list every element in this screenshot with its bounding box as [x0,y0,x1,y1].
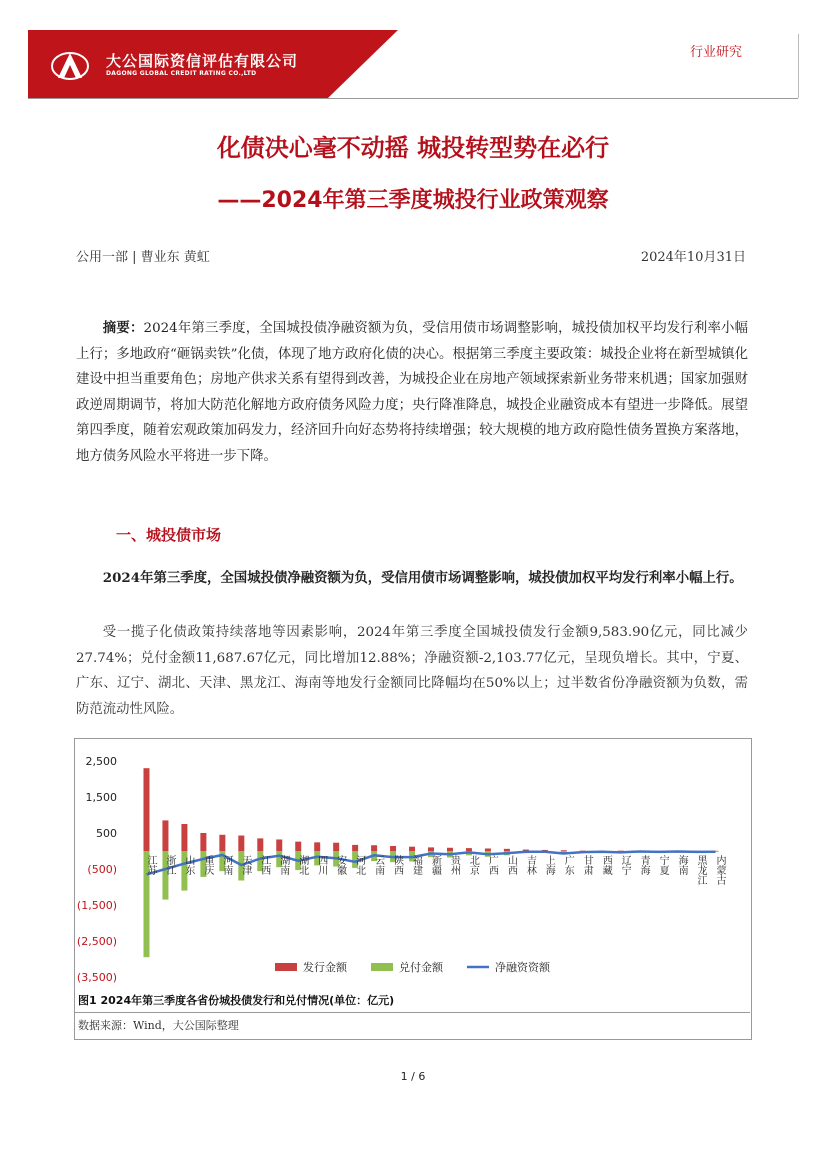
legend-swatch [275,963,297,971]
company-name-cn: 大公国际资信评估有限公司 [106,52,299,70]
bar-chart [75,739,751,991]
x-tick-label: 新疆 [429,855,441,875]
report-title: 化债决心毫不动摇 城投转型势在必行 [216,134,610,162]
x-tick-label: 青海 [638,855,650,875]
bar-issuance [352,845,358,851]
bar-issuance [295,842,301,851]
bar-issuance [447,848,453,851]
x-tick-label: 浙江 [163,855,175,875]
abstract [76,316,748,469]
header-rule [28,98,798,99]
x-tick-label: 福建 [410,855,422,875]
authors: 公用一部 | 曹业东 黄虹 [76,250,210,265]
x-tick-label: 宁夏 [657,855,669,875]
y-tick-label: 500 [96,827,117,840]
legend-label: 兑付金额 [399,961,443,974]
y-tick-label: (2,500) [76,935,117,948]
bar-issuance [371,845,377,851]
bar-issuance [314,842,320,851]
x-tick-label: 广西 [486,855,498,875]
x-tick-label: 内蒙古 [714,855,726,885]
y-tick-label: 1,500 [85,791,117,804]
x-tick-label: 西藏 [600,855,612,875]
section-body: 受一揽子化债政策持续落地等因素影响，2024年第三季度全国城投债发行金额9,583.90亿元，同比减少27.74%；兑付金额11,687.67亿元，同比增加12.88%；净融资额-2,103.77亿元，呈现负增长。其中，宁夏、广东、辽宁、湖北、天津、黑龙江、海南等地发行金额同比降幅均在50%以上；过半数省份净融资额为负数，需防范流动性风险。 [76,625,748,717]
x-tick-label: 辽宁 [619,855,631,875]
bar-issuance [333,843,339,851]
x-tick-label: 山西 [505,855,517,875]
y-tick-label: (3,500) [76,971,117,984]
x-tick-label: 陕西 [391,855,403,875]
x-tick-label: 四川 [315,855,327,875]
y-tick-label: 2,500 [85,755,117,768]
bar-issuance [428,847,434,851]
figure-source: 数据来源：Wind，大公国际整理 [78,1019,239,1032]
x-tick-label: 北京 [467,855,479,875]
bar-issuance [257,838,263,851]
page-number: 1 / 6 [400,1070,426,1083]
bar-issuance [466,848,472,851]
x-tick-label: 广东 [562,855,574,875]
bar-issuance [181,824,187,851]
x-tick-label: 安徽 [334,855,346,875]
x-tick-label: 湖北 [296,855,308,875]
x-tick-label: 甘肃 [581,855,593,875]
bar-issuance [409,847,415,851]
report-category: 行业研究 [690,45,743,60]
figure-caption: 图1 2024年第三季度各省份城投债发行和兑付情况(单位：亿元) [78,994,395,1007]
section-lead: 2024年第三季度，全国城投债净融资额为负，受信用债市场调整影响，城投债加权平均发行利率小幅上行。 [102,570,743,586]
legend-label: 发行金额 [303,961,347,974]
x-tick-label: 天津 [239,855,251,875]
bar-issuance [390,846,396,851]
caption-rule [74,1012,750,1013]
x-tick-label: 贵州 [448,855,460,875]
x-tick-label: 河南 [220,855,232,875]
y-tick-label: (500) [87,863,117,876]
report-date: 2024年10月31日 [640,250,746,265]
bar-issuance [504,849,510,851]
x-tick-label: 上海 [543,855,555,875]
section-heading: 一、城投债市场 [116,526,222,544]
bar-issuance [276,839,282,851]
header-divider [28,34,799,98]
bar-issuance [238,836,244,851]
x-tick-label: 河北 [353,855,365,875]
y-tick-label: (1,500) [76,899,117,912]
x-tick-label: 重庆 [201,855,213,875]
x-tick-label: 山东 [182,855,194,875]
bar-issuance [143,768,149,851]
report-subtitle: ——2024年第三季度城投行业政策观察 [217,188,609,213]
bar-issuance [485,848,491,851]
legend-swatch [371,963,393,971]
abstract-label: 摘要： [102,321,144,336]
x-tick-label: 湖南 [277,855,289,875]
company-name-en: DAGONG GLOBAL CREDIT RATING CO.,LTD [106,70,257,77]
x-tick-label: 黑龙江 [695,855,707,885]
abstract-text: 2024年第三季度，全国城投债净融资额为负，受信用债市场调整影响，城投债加权平均发行利率小幅上行；多地政府“砸锅卖铁”化债，体现了地方政府化债的决心。根据第三季度主要政策：城投企业将在新型城镇化建设中担当重要角色；房地产供求关系有望得到改善，为城投企业在房地产领域探索新业务带来机遇；国家加强财政逆周期调节，将加大防范化解地方政府债务风险力度；央行降准降息，城投企业融资成本有望进一步降低。展望第四季度，随着宏观政策加码发力，经济回升向好态势将持续增强；较大规模的地方政府隐性债务置换方案落地，地方债务风险水平将进一步下降。 [76,321,749,464]
x-tick-label: 云南 [372,855,384,875]
x-tick-label: 江西 [258,855,270,875]
x-tick-label: 吉林 [524,855,536,875]
bar-issuance [162,820,168,851]
bar-issuance [219,835,225,851]
x-tick-label: 海南 [676,855,688,875]
legend-label: 净融资资额 [495,961,550,974]
bar-issuance [200,833,206,851]
x-tick-label: 江苏 [144,855,156,875]
bar-issuance [561,850,567,851]
